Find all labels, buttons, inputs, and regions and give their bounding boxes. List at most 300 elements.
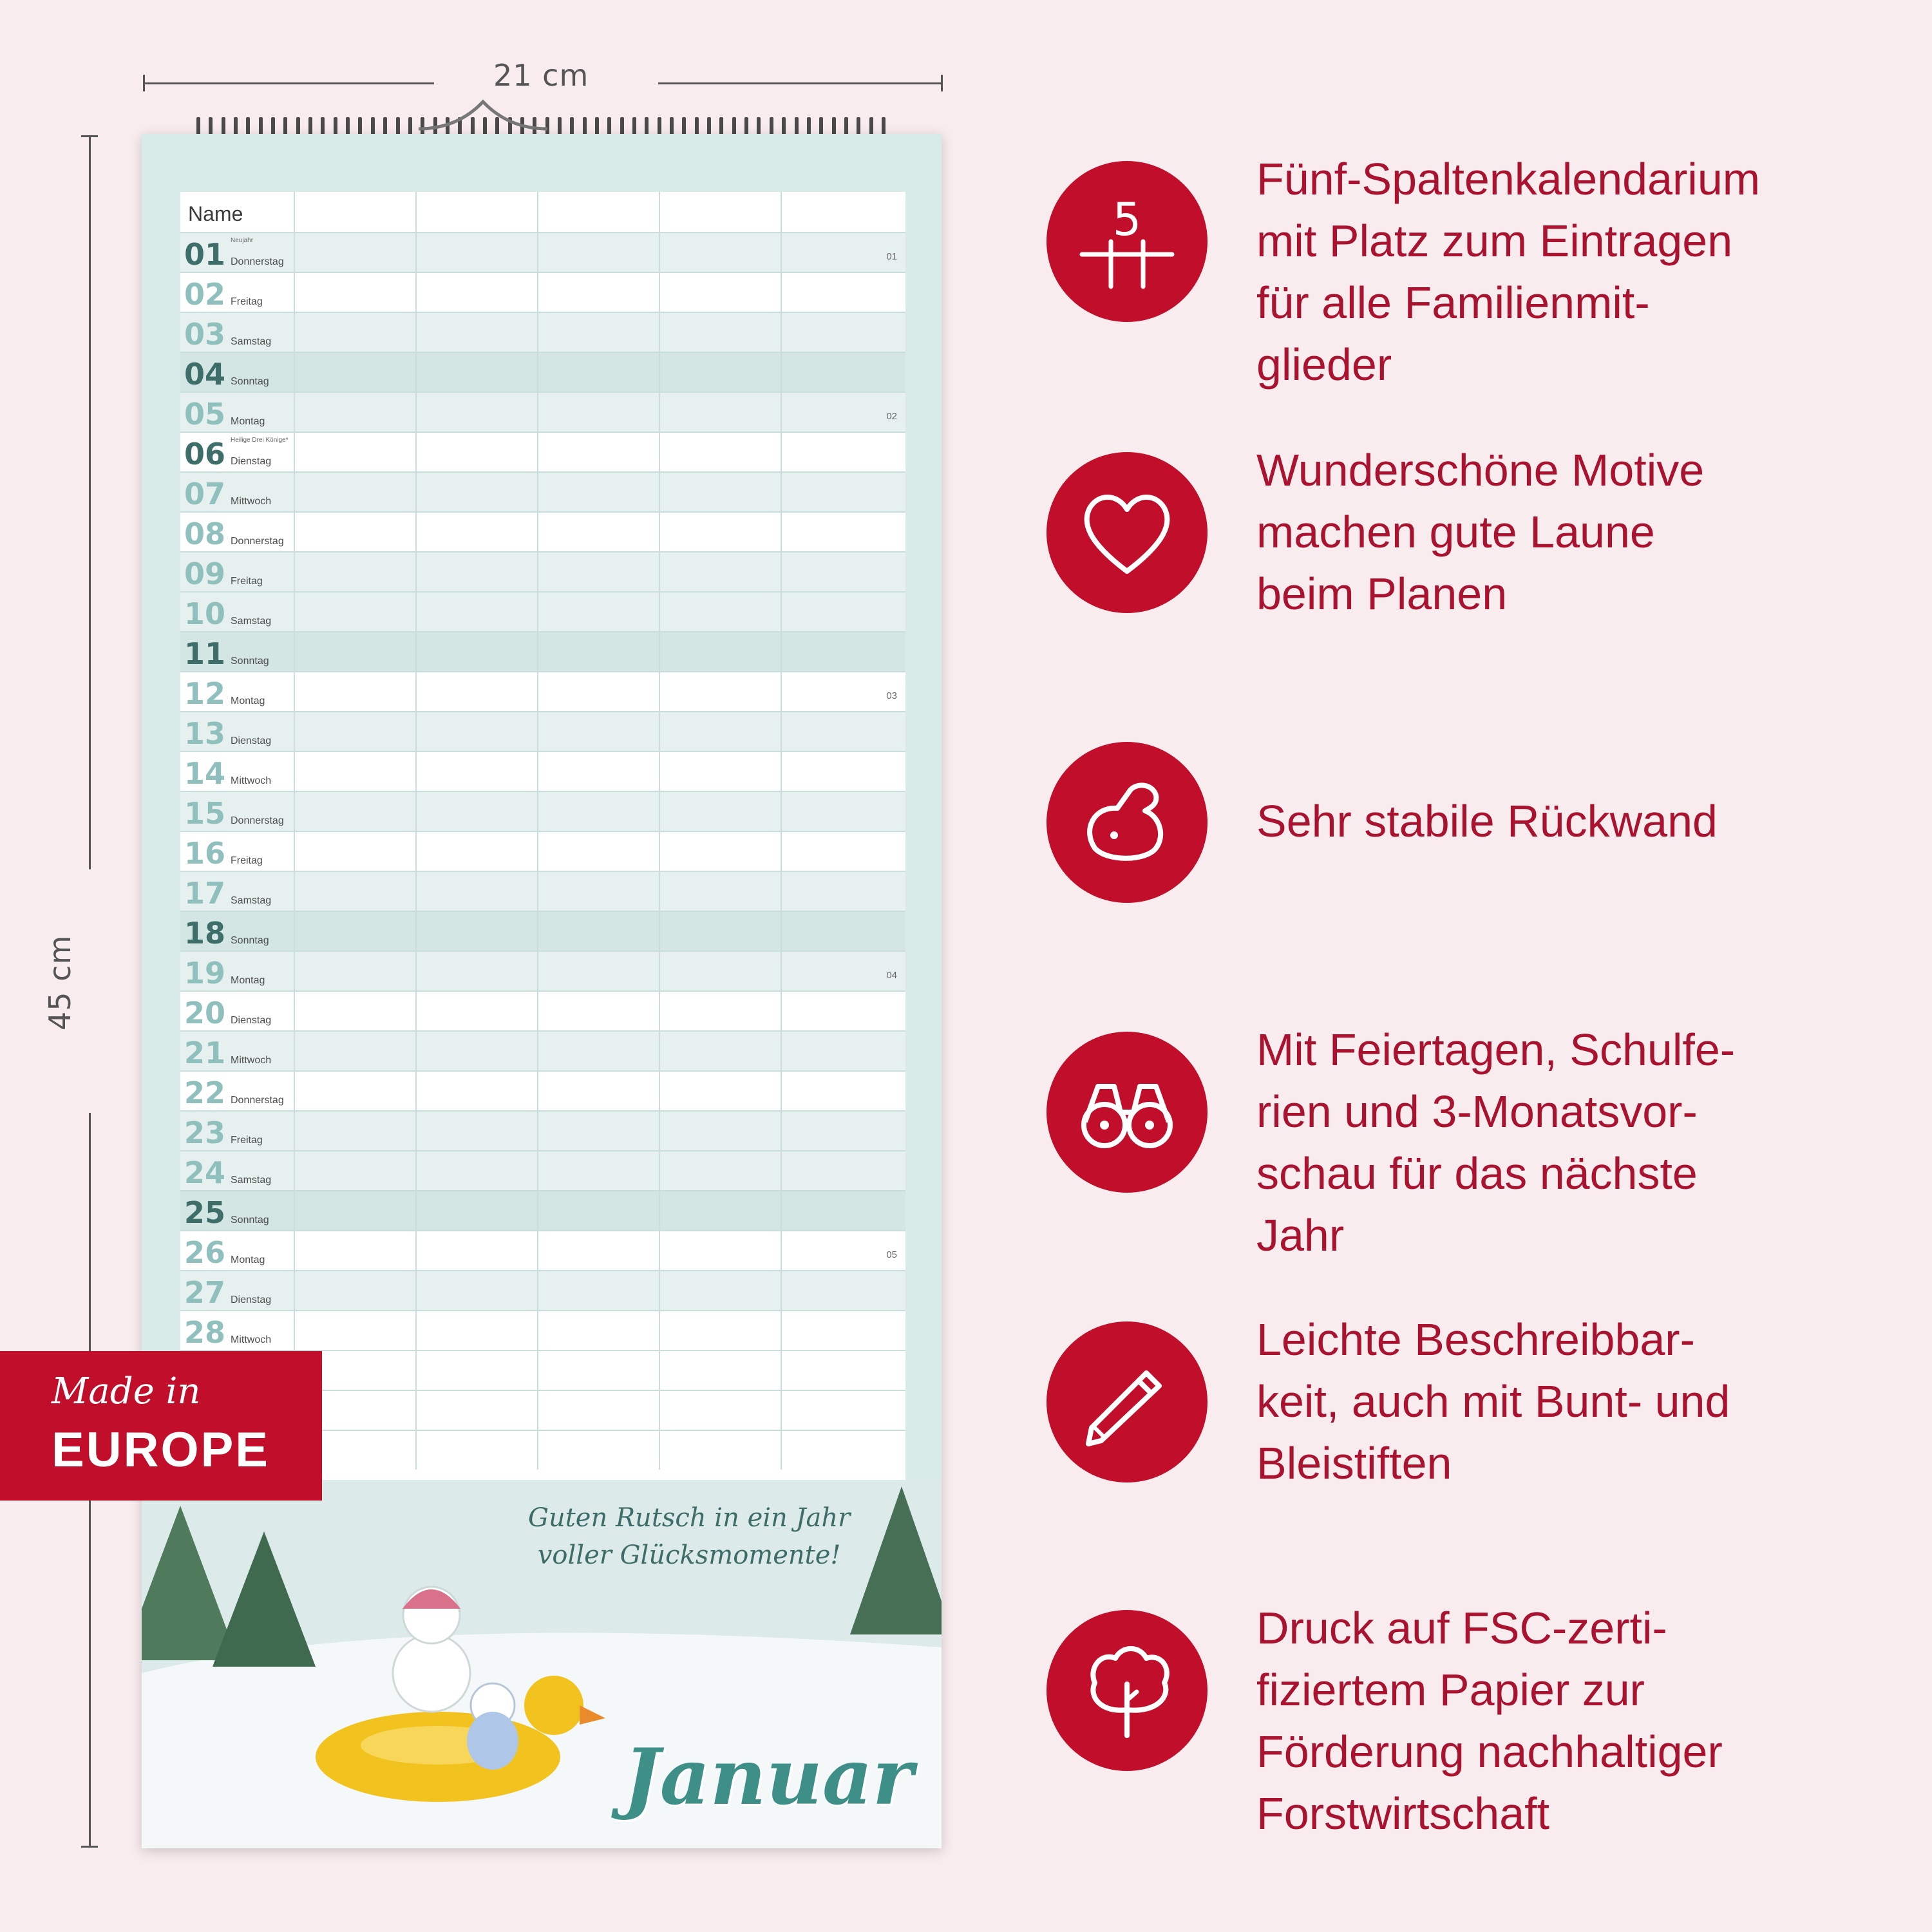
calendar-quote <box>528 1499 850 1574</box>
day-number: 08 <box>184 516 226 551</box>
day-cell <box>180 1032 295 1070</box>
day-number: 24 <box>184 1155 226 1190</box>
entry-cell[interactable] <box>782 1271 904 1310</box>
height-label: 45 cm <box>43 934 77 1030</box>
day-cell <box>180 792 295 831</box>
day-cell <box>180 1191 295 1230</box>
day-cell <box>180 553 295 591</box>
entry-cell[interactable] <box>295 992 417 1030</box>
entry-cell[interactable] <box>660 233 782 272</box>
entry-cell[interactable] <box>295 832 417 871</box>
hanger-hook <box>419 97 547 135</box>
name-header: Name <box>180 192 295 232</box>
weekday-label: Dienstag <box>231 456 272 467</box>
entry-cell[interactable] <box>660 553 782 591</box>
quote-line-1: Guten Rutsch in ein Jahr <box>528 1503 851 1533</box>
entry-cell[interactable] <box>295 1191 417 1230</box>
day-number: 25 <box>184 1195 226 1230</box>
entry-cell[interactable] <box>538 1231 660 1270</box>
entry-cell[interactable] <box>538 233 660 272</box>
entry-cell[interactable] <box>295 513 417 551</box>
five-columns-icon <box>1046 161 1208 322</box>
day-cell <box>180 872 295 911</box>
entry-cell[interactable] <box>538 1112 660 1150</box>
weekday-label: Freitag <box>231 576 263 587</box>
weekday-label: Dienstag <box>231 735 272 746</box>
weekday-label: Freitag <box>231 1135 263 1146</box>
entry-cell[interactable] <box>782 672 904 711</box>
entry-cell[interactable] <box>782 872 904 911</box>
entry-cell[interactable] <box>538 1191 660 1230</box>
entry-cell[interactable] <box>417 1191 538 1230</box>
entry-cell[interactable] <box>660 592 782 631</box>
weekday-label: Donnerstag <box>231 256 284 267</box>
heart-icon <box>1046 452 1208 613</box>
day-number: 19 <box>184 956 226 990</box>
strong-arm-icon <box>1046 742 1208 903</box>
day-number: 16 <box>184 836 226 871</box>
entry-cell[interactable] <box>660 1191 782 1230</box>
weekday-label: Dienstag <box>231 1294 272 1305</box>
weekday-label: Dienstag <box>231 1015 272 1026</box>
entry-cell[interactable] <box>295 792 417 831</box>
name-column-5 <box>782 192 905 232</box>
entry-cell[interactable] <box>295 1032 417 1070</box>
weekday-label: Montag <box>231 696 265 706</box>
entry-cell[interactable] <box>538 393 660 431</box>
entry-cell[interactable] <box>417 1112 538 1150</box>
weekday-label: Donnerstag <box>231 815 284 826</box>
entry-cell[interactable] <box>782 513 904 551</box>
day-row <box>180 232 905 272</box>
entry-cell[interactable] <box>660 273 782 312</box>
day-row <box>180 1310 905 1350</box>
entry-cell[interactable] <box>417 273 538 312</box>
entry-cell[interactable] <box>295 1112 417 1150</box>
entry-cell[interactable] <box>417 1151 538 1190</box>
entry-cell[interactable] <box>538 752 660 791</box>
entry-cell[interactable] <box>417 1271 538 1310</box>
entry-cell[interactable] <box>417 872 538 911</box>
entry-cell[interactable] <box>417 1391 538 1430</box>
tree-icon <box>1046 1610 1208 1771</box>
day-cell <box>180 513 295 551</box>
entry-cell[interactable] <box>295 353 417 392</box>
entry-cell[interactable] <box>538 952 660 990</box>
entry-cell[interactable] <box>782 592 904 631</box>
entry-cell[interactable] <box>782 1151 904 1190</box>
entry-cell[interactable] <box>295 1151 417 1190</box>
entry-cell[interactable] <box>538 872 660 911</box>
entry-cell[interactable] <box>417 1351 538 1390</box>
entry-cell[interactable] <box>538 592 660 631</box>
weekday-label: Montag <box>231 975 265 986</box>
day-cell <box>180 632 295 671</box>
entry-cell[interactable] <box>417 513 538 551</box>
entry-cell[interactable] <box>660 632 782 671</box>
entry-cell[interactable] <box>538 672 660 711</box>
feature-text-4: Mit Feiertagen, Schulfe- rien und 3-Monatsvor- schau für das nächste Jahr <box>1256 1025 1736 1260</box>
day-row <box>180 471 905 511</box>
entry-cell[interactable] <box>417 632 538 671</box>
entry-cell[interactable] <box>295 752 417 791</box>
entry-cell[interactable] <box>295 433 417 471</box>
day-row <box>180 631 905 671</box>
entry-cell[interactable] <box>782 792 904 831</box>
day-number: 06 <box>184 437 226 471</box>
day-number: 28 <box>184 1315 226 1350</box>
entry-cell[interactable] <box>782 1112 904 1150</box>
weekday-label: Sonntag <box>231 935 269 946</box>
day-number: 23 <box>184 1115 226 1150</box>
entry-cell[interactable] <box>417 952 538 990</box>
entry-cell[interactable] <box>782 712 904 751</box>
entry-cell[interactable] <box>538 1072 660 1110</box>
entry-cell[interactable] <box>417 672 538 711</box>
entry-cell[interactable] <box>660 992 782 1030</box>
entry-cell[interactable] <box>782 952 904 990</box>
entry-cell[interactable] <box>417 473 538 511</box>
entry-cell[interactable] <box>782 433 904 471</box>
day-row <box>180 1070 905 1110</box>
day-cell <box>180 313 295 352</box>
entry-cell[interactable] <box>538 1391 660 1430</box>
feature-text-6: Druck auf FSC-zerti- fiziertem Papier zur Förderung nachhaltiger Forstwirtschaft <box>1256 1603 1723 1839</box>
day-number: 07 <box>184 477 226 511</box>
day-row <box>180 551 905 591</box>
feature-text-3: Sehr stabile Rückwand <box>1256 796 1718 846</box>
day-cell <box>180 473 295 511</box>
day-row <box>180 511 905 551</box>
weekday-label: Samstag <box>231 616 272 627</box>
entry-cell[interactable] <box>660 473 782 511</box>
day-number: 27 <box>184 1275 226 1310</box>
entry-cell[interactable] <box>295 712 417 751</box>
entry-cell[interactable] <box>295 313 417 352</box>
day-cell <box>180 273 295 312</box>
entry-cell[interactable] <box>660 1151 782 1190</box>
entry-cell[interactable] <box>660 1351 782 1390</box>
entry-cell[interactable] <box>782 553 904 591</box>
entry-cell[interactable] <box>538 832 660 871</box>
entry-cell[interactable] <box>660 872 782 911</box>
day-number: 03 <box>184 317 226 352</box>
entry-cell[interactable] <box>417 1311 538 1350</box>
entry-cell[interactable] <box>295 872 417 911</box>
day-row <box>180 392 905 431</box>
weekday-label: Sonntag <box>231 376 269 387</box>
entry-cell[interactable] <box>660 672 782 711</box>
entry-cell[interactable] <box>660 513 782 551</box>
day-row <box>180 791 905 831</box>
entry-cell[interactable] <box>417 912 538 951</box>
month-title: Januar <box>623 1732 913 1823</box>
width-label: 21 cm <box>493 58 589 93</box>
entry-cell[interactable] <box>782 473 904 511</box>
entry-cell[interactable] <box>660 393 782 431</box>
entry-cell[interactable] <box>538 473 660 511</box>
week-number: 01 <box>886 251 897 262</box>
day-cell <box>180 912 295 951</box>
day-cell <box>180 952 295 990</box>
holiday-label: Heilige Drei Könige* <box>231 437 289 444</box>
entry-cell[interactable] <box>417 1231 538 1270</box>
day-cell <box>180 672 295 711</box>
weekday-label: Montag <box>231 1255 265 1265</box>
header-row <box>180 192 905 232</box>
day-cell <box>180 832 295 871</box>
weekday-label: Montag <box>231 416 265 427</box>
day-number: 04 <box>184 357 226 392</box>
entry-cell[interactable] <box>538 1431 660 1470</box>
entry-cell[interactable] <box>782 992 904 1030</box>
entry-cell[interactable] <box>660 313 782 352</box>
weekday-label: Freitag <box>231 855 263 866</box>
day-row <box>180 1270 905 1310</box>
wall-calendar <box>142 134 942 1848</box>
entry-cell[interactable] <box>782 233 904 272</box>
entry-cell[interactable] <box>417 353 538 392</box>
entry-cell[interactable] <box>660 1072 782 1110</box>
day-number: 21 <box>184 1036 226 1070</box>
entry-cell[interactable] <box>782 1191 904 1230</box>
day-number: 13 <box>184 716 226 751</box>
day-cell <box>180 1231 295 1270</box>
feature-text-5: Leichte Beschreibbar- keit, auch mit Bunt- und Bleistiften <box>1256 1314 1730 1488</box>
day-cell <box>180 592 295 631</box>
day-cell <box>180 752 295 791</box>
week-number: 03 <box>886 690 897 701</box>
name-column-2 <box>417 192 538 232</box>
day-row <box>180 871 905 911</box>
entry-cell[interactable] <box>417 832 538 871</box>
entry-cell[interactable] <box>295 672 417 711</box>
entry-cell[interactable] <box>295 592 417 631</box>
entry-cell[interactable] <box>295 912 417 951</box>
badge-made-in: Made in <box>52 1370 201 1412</box>
day-number: 17 <box>184 876 226 911</box>
entry-cell[interactable] <box>417 1072 538 1110</box>
entry-cell[interactable] <box>538 513 660 551</box>
day-cell <box>180 712 295 751</box>
entry-cell[interactable] <box>782 1231 904 1270</box>
day-number: 09 <box>184 556 226 591</box>
day-cell <box>180 233 295 272</box>
entry-cell[interactable] <box>538 632 660 671</box>
entry-cell[interactable] <box>295 393 417 431</box>
day-row <box>180 1190 905 1230</box>
entry-cell[interactable] <box>538 273 660 312</box>
entry-cell[interactable] <box>417 233 538 272</box>
entry-cell[interactable] <box>538 1271 660 1310</box>
day-row <box>180 990 905 1030</box>
day-number: 26 <box>184 1235 226 1270</box>
day-row <box>180 272 905 312</box>
day-number: 02 <box>184 277 226 312</box>
entry-cell[interactable] <box>295 1311 417 1350</box>
weekday-label: Samstag <box>231 895 272 906</box>
entry-cell[interactable] <box>417 992 538 1030</box>
day-cell <box>180 1151 295 1190</box>
entry-cell[interactable] <box>538 353 660 392</box>
day-number: 12 <box>184 676 226 711</box>
weekday-label: Mittwoch <box>231 775 272 786</box>
entry-cell[interactable] <box>782 752 904 791</box>
entry-cell[interactable] <box>660 752 782 791</box>
day-number: 20 <box>184 996 226 1030</box>
day-cell <box>180 992 295 1030</box>
day-row <box>180 1150 905 1190</box>
day-number: 11 <box>184 636 226 671</box>
entry-cell[interactable] <box>417 553 538 591</box>
entry-cell[interactable] <box>660 353 782 392</box>
entry-cell[interactable] <box>417 1431 538 1470</box>
entry-cell[interactable] <box>538 1311 660 1350</box>
entry-cell[interactable] <box>538 992 660 1030</box>
day-number: 05 <box>184 397 226 431</box>
entry-cell[interactable] <box>295 473 417 511</box>
entry-cell[interactable] <box>295 1072 417 1110</box>
entry-cell[interactable] <box>660 912 782 951</box>
day-row <box>180 671 905 711</box>
entry-cell[interactable] <box>782 273 904 312</box>
feature-text-1: Fünf-Spaltenkalendarium mit Platz zum Eintragen für alle Familienmit- glieder <box>1256 154 1761 390</box>
weekday-label: Sonntag <box>231 656 269 667</box>
day-row <box>180 352 905 392</box>
entry-cell[interactable] <box>417 433 538 471</box>
entry-cell[interactable] <box>295 1271 417 1310</box>
entry-cell[interactable] <box>660 1271 782 1310</box>
entry-cell[interactable] <box>782 1032 904 1070</box>
weekday-label: Donnerstag <box>231 536 284 547</box>
entry-cell[interactable] <box>660 792 782 831</box>
entry-cell[interactable] <box>538 313 660 352</box>
entry-cell[interactable] <box>782 1391 904 1430</box>
entry-cell[interactable] <box>417 712 538 751</box>
day-cell <box>180 1112 295 1150</box>
day-cell <box>180 433 295 471</box>
weekday-label: Mittwoch <box>231 496 272 507</box>
weekday-label: Sonntag <box>231 1215 269 1226</box>
week-number: 04 <box>886 970 897 981</box>
entry-cell[interactable] <box>538 792 660 831</box>
weekday-label: Mittwoch <box>231 1055 272 1066</box>
entry-cell[interactable] <box>295 1231 417 1270</box>
entry-cell[interactable] <box>417 393 538 431</box>
holiday-label: Neujahr <box>231 237 254 244</box>
day-row <box>180 911 905 951</box>
weekday-label: Samstag <box>231 336 272 347</box>
entry-cell[interactable] <box>538 553 660 591</box>
entry-cell[interactable] <box>295 233 417 272</box>
day-number: 15 <box>184 796 226 831</box>
entry-cell[interactable] <box>782 1072 904 1110</box>
entry-cell[interactable] <box>782 912 904 951</box>
entry-cell[interactable] <box>295 273 417 312</box>
day-row <box>180 831 905 871</box>
day-row <box>180 431 905 471</box>
entry-cell[interactable] <box>295 952 417 990</box>
day-number: 18 <box>184 916 226 951</box>
day-cell <box>180 1311 295 1350</box>
day-cell <box>180 353 295 392</box>
entry-cell[interactable] <box>782 393 904 431</box>
calendar-grid <box>180 192 905 1480</box>
name-column-1 <box>295 192 417 232</box>
entry-cell[interactable] <box>660 1032 782 1070</box>
day-row <box>180 751 905 791</box>
entry-cell[interactable] <box>660 1231 782 1270</box>
name-column-3 <box>538 192 660 232</box>
made-in-europe-badge <box>0 1351 322 1501</box>
weekday-label: Mittwoch <box>231 1334 272 1345</box>
day-row <box>180 1230 905 1270</box>
day-row <box>180 1110 905 1150</box>
entry-cell[interactable] <box>782 1431 904 1470</box>
week-number: 02 <box>886 411 897 422</box>
name-column-4 <box>660 192 782 232</box>
entry-cell[interactable] <box>782 1311 904 1350</box>
entry-cell[interactable] <box>660 1391 782 1430</box>
day-row <box>180 312 905 352</box>
entry-cell[interactable] <box>782 1351 904 1390</box>
week-number: 05 <box>886 1249 897 1260</box>
entry-cell[interactable] <box>660 952 782 990</box>
entry-cell[interactable] <box>417 592 538 631</box>
weekday-label: Freitag <box>231 296 263 307</box>
entry-cell[interactable] <box>538 433 660 471</box>
day-row <box>180 711 905 751</box>
entry-cell[interactable] <box>660 1311 782 1350</box>
entry-cell[interactable] <box>660 433 782 471</box>
quote-line-2: voller Glücksmomente! <box>537 1540 841 1570</box>
day-number: 14 <box>184 756 226 791</box>
entry-cell[interactable] <box>660 1112 782 1150</box>
day-cell <box>180 393 295 431</box>
entry-cell[interactable] <box>295 632 417 671</box>
entry-cell[interactable] <box>782 832 904 871</box>
day-number: 01 <box>184 237 226 272</box>
entry-cell[interactable] <box>417 313 538 352</box>
day-row <box>180 951 905 990</box>
day-cell <box>180 1072 295 1110</box>
entry-cell[interactable] <box>538 912 660 951</box>
badge-europe: EUROPE <box>52 1423 270 1477</box>
entry-cell[interactable] <box>660 1431 782 1470</box>
entry-cell[interactable] <box>417 752 538 791</box>
entry-cell[interactable] <box>782 632 904 671</box>
entry-cell[interactable] <box>782 313 904 352</box>
entry-cell[interactable] <box>295 553 417 591</box>
day-row <box>180 1030 905 1070</box>
entry-cell[interactable] <box>417 792 538 831</box>
day-number: 10 <box>184 596 226 631</box>
feature-text-2: Wunderschöne Motive machen gute Laune beim Planen <box>1256 445 1705 619</box>
entry-cell[interactable] <box>660 712 782 751</box>
day-row <box>180 591 905 631</box>
entry-cell[interactable] <box>782 353 904 392</box>
entry-cell[interactable] <box>538 1032 660 1070</box>
entry-cell[interactable] <box>417 1032 538 1070</box>
entry-cell[interactable] <box>538 1151 660 1190</box>
day-cell <box>180 1271 295 1310</box>
weekday-label: Samstag <box>231 1175 272 1186</box>
svg-text:5: 5 <box>1112 193 1142 246</box>
entry-cell[interactable] <box>538 1351 660 1390</box>
entry-cell[interactable] <box>538 712 660 751</box>
entry-cell[interactable] <box>660 832 782 871</box>
weekday-label: Donnerstag <box>231 1095 284 1106</box>
